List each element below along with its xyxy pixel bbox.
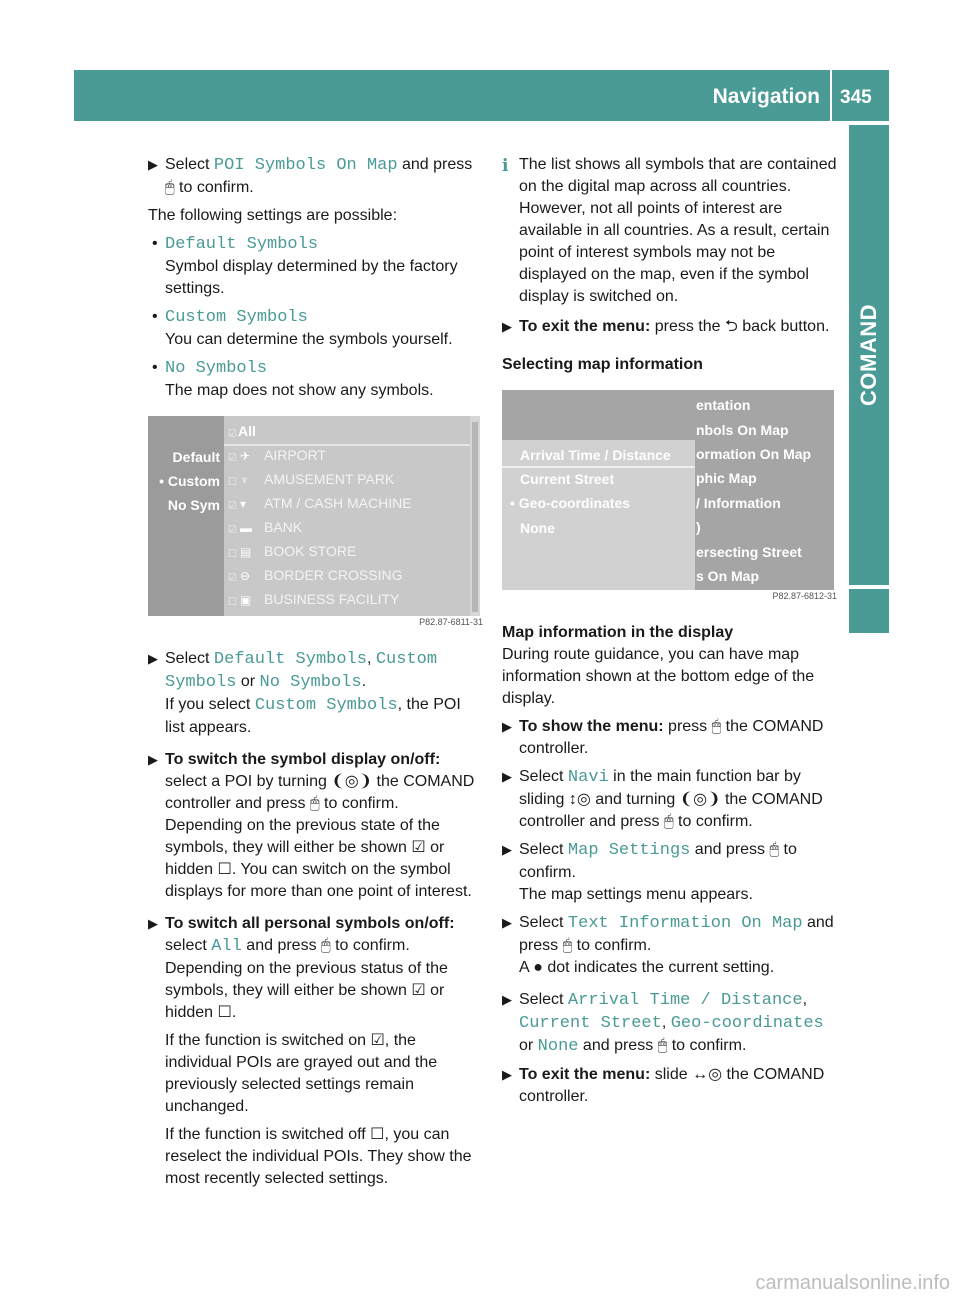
step-select-map-info-option: ▶ Select Arrival Time / Distance, Current Street, Geo-coordinates or None and press 🖱 to confirm. <box>502 991 824 1056</box>
option-custom-symbols: • Custom Symbols You can determine the symbols yourself. <box>152 308 453 348</box>
step-show-menu: ▶ To show the menu: press 🖱 the COMAND controller. <box>502 718 824 757</box>
checkbox-unchecked-icon: ☐ <box>217 1004 232 1021</box>
info-icon: i <box>502 156 509 176</box>
section-heading: Map information in the display <box>502 624 734 641</box>
step-exit-menu-slide: ▶ To exit the menu: slide ↔◎ the COMAND controller. <box>502 1066 825 1105</box>
book-store-icon: ▤ <box>240 545 252 559</box>
poi-row[interactable]: ☐ ♆ AMUSEMENT PARK <box>224 468 470 492</box>
footer-watermark: carmanualsonline.info <box>755 1272 950 1294</box>
poi-row[interactable]: ☐ ▤ BOOK STORE <box>224 540 470 564</box>
business-facility-icon: ▣ <box>240 593 252 607</box>
poi-list-screen: Default • Custom No Sym ☑ All ☑ ✈ AIRPORT ☐ ♆ AMUSEMENT PARK ☑ ▾ ATM / CASH MACHINE ☑ ▬ BANK ☐ ▤ BOOK STORE ☑ ⊖ BORDER CROSSING ☐ ▣ BUSINESS FACILITY <box>148 416 480 616</box>
left-column <box>148 154 483 1190</box>
option-no-symbols: • No Symbols The map does not show any symbols. <box>152 359 434 399</box>
checkbox-checked-icon: ☑ <box>411 982 426 999</box>
turn-controller-icon: ❨◎❩ <box>679 791 721 808</box>
press-controller-icon: 🖱 <box>165 179 175 196</box>
checkbox-unchecked-icon: ☐ <box>217 861 232 878</box>
right-column <box>502 154 837 1108</box>
screen-caption: P82.87-6811-31 <box>419 617 483 627</box>
menu-none[interactable]: None <box>520 520 555 536</box>
section-heading: Selecting map information <box>502 356 703 373</box>
atm-icon: ▾ <box>240 497 247 511</box>
amusement-park-icon: ♆ <box>240 473 249 487</box>
poi-row[interactable]: ☑ ✈ AIRPORT <box>224 444 470 468</box>
step-select-poi-symbols: ▶ Select POI Symbols On Map and press 🖱 to confirm. <box>148 156 473 196</box>
poi-row[interactable]: ☑ ▬ BANK <box>224 516 470 540</box>
intro-text: The following settings are possible: <box>148 207 398 224</box>
checkbox-checked-icon: ☑ <box>411 839 426 856</box>
section-tab-label: COMAND <box>856 304 881 406</box>
dot-icon: ● <box>533 959 543 976</box>
poi-all-row[interactable]: ☑ All <box>224 420 470 446</box>
poi-row[interactable]: ☐ ▣ BUSINESS FACILITY <box>224 588 470 612</box>
menu-geo-coordinates[interactable]: • Geo-coordinates <box>510 495 631 511</box>
press-controller-icon: 🖱 <box>321 937 331 954</box>
turn-controller-icon: ❨◎❩ <box>331 773 373 790</box>
option-default-symbols: • Default Symbols Symbol display determined by the factory settings. <box>152 235 458 297</box>
airport-icon: ✈ <box>240 449 251 463</box>
page-number: 345 <box>840 87 872 108</box>
page-title: Navigation <box>712 85 820 108</box>
checkbox-checked-icon: ☑ <box>370 1032 385 1049</box>
section-tab-block <box>849 589 889 633</box>
step-exit-menu-back: ▶ To exit the menu: press the ⮌ back button. <box>502 318 830 335</box>
press-controller-icon: 🖱 <box>663 813 674 830</box>
press-controller-icon: 🖱 <box>657 1037 668 1054</box>
screen-caption: P82.87-6812-31 <box>772 591 837 601</box>
border-crossing-icon: ⊖ <box>240 569 251 583</box>
checkbox-unchecked-icon: ☐ <box>370 1126 385 1143</box>
info-note: i The list shows all symbols that are contained on the digital map across all countries. However, not all points of interest are available in all countries. As a result, certain point of interest symbols may not be displayed on the map, even if the symbol display is switched on. <box>502 156 837 305</box>
press-controller-icon: 🖱 <box>309 795 320 812</box>
poi-row[interactable]: ☑ ▾ ATM / CASH MACHINE <box>224 492 470 516</box>
step-switch-symbol-display: ▶ To switch the symbol display on/off: select a POI by turning ❨◎❩ the COMAND controller and press 🖱 to confirm. Depending on the previous state of the symbols, they will either be shown ☑ or hidden ☐. You can switch on the symbol displays for more than one point of interest. <box>148 751 475 900</box>
step-switch-all-symbols: ▶ To switch all personal symbols on/off: select All and press 🖱 to confirm. Depending on the previous status of the symbols, they will either be shown ☑ or hidden ☐. If the function is switched on ☑, the individual POIs are grayed out and the previously selected settings remain unchanged. If the function is switched off ☐, you can reselect the individual POIs. They show the most recently selected settings. <box>148 915 472 1187</box>
header-separator <box>830 70 832 121</box>
menu-current-street[interactable]: Current Street <box>520 471 615 487</box>
step-select-symbols-option: ▶ Select Default Symbols, Custom Symbols or No Symbols. If you select Custom Symbols, the POI list appears. <box>148 650 461 736</box>
step-select-map-settings: ▶ Select Map Settings and press 🖱 to confirm. The map settings menu appears. <box>502 841 797 903</box>
poi-row[interactable]: ☑ ⊖ BORDER CROSSING <box>224 564 470 588</box>
step-arrow-icon: ▶ <box>148 157 158 172</box>
press-controller-icon: 🖱 <box>769 841 780 858</box>
checkbox-checked-icon: ☑ <box>228 429 237 440</box>
step-select-text-information: ▶ Select Text Information On Map and press 🖱 to confirm. A ● dot indicates the current setting. <box>502 914 834 976</box>
slide-left-right-icon: ↔◎ <box>692 1066 723 1083</box>
bank-icon: ▬ <box>240 521 252 535</box>
press-controller-icon: 🖱 <box>711 718 722 735</box>
paragraph: During route guidance, you can have map information shown at the bottom edge of the display. <box>502 646 815 707</box>
press-controller-icon: 🖱 <box>562 937 573 954</box>
map-info-screen: entation nbols On Map ormation On Map phic Map / Information ) ersecting Street s On Map Arrival Time / Distance Current Street • Geo-coordinates None <box>502 390 834 590</box>
step-select-navi: ▶ Select Navi in the main function bar by sliding ↕◎ and turning ❨◎❩ the COMAND controller and press 🖱 to confirm. <box>502 768 823 830</box>
back-button-icon: ⮌ <box>724 318 738 335</box>
menu-arrival-time[interactable]: Arrival Time / Distance <box>520 447 671 463</box>
slide-controller-icon: ↕◎ <box>568 791 591 808</box>
